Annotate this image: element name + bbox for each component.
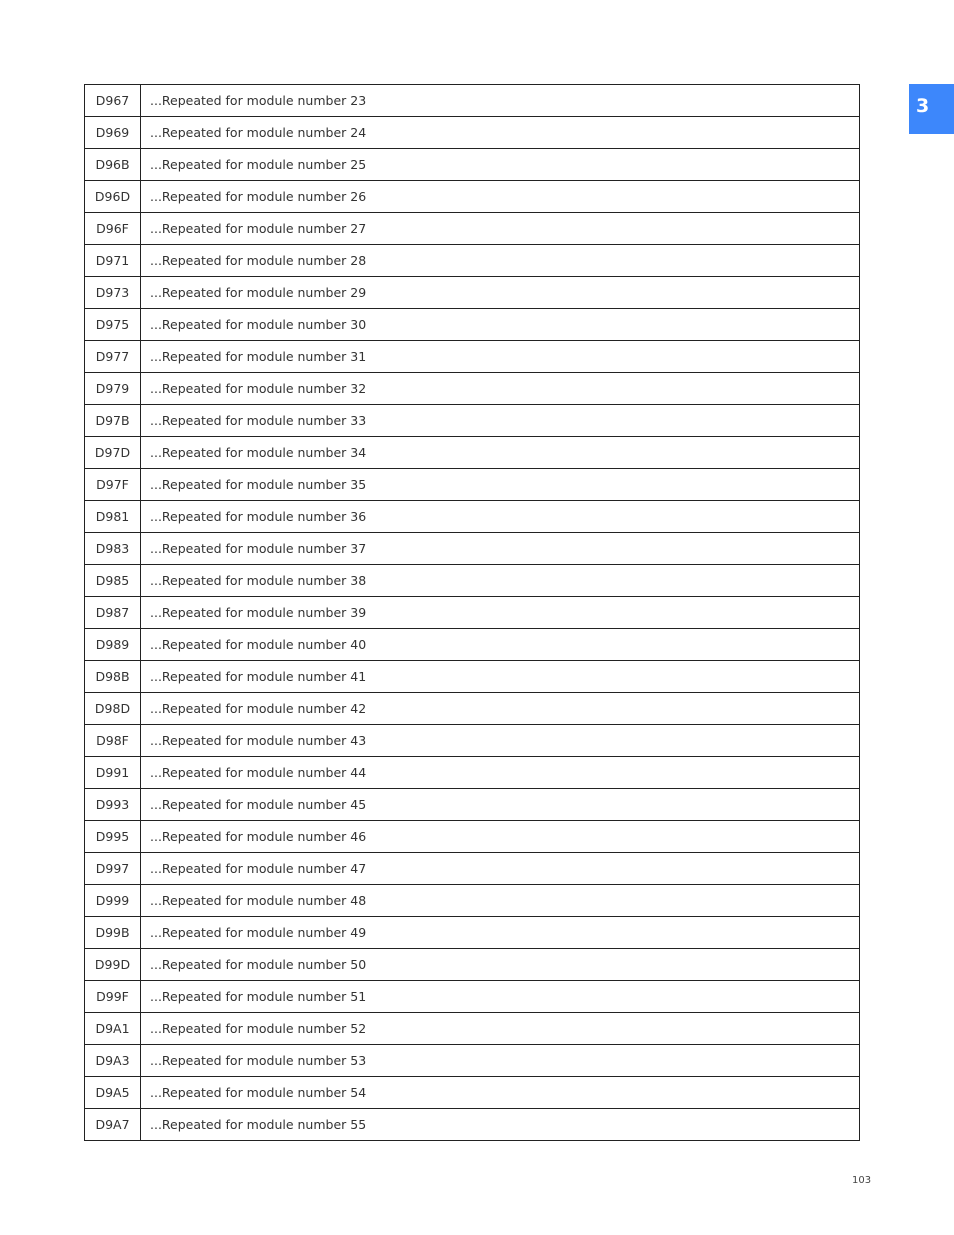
register-description: ...Repeated for module number 41 [141, 661, 860, 693]
table-row [85, 597, 860, 629]
table-row [85, 725, 860, 757]
register-address: D9A5 [85, 1077, 141, 1109]
register-address: D96F [85, 213, 141, 245]
register-address: D997 [85, 853, 141, 885]
register-address: D98D [85, 693, 141, 725]
table-row [85, 757, 860, 789]
register-description: ...Repeated for module number 50 [141, 949, 860, 981]
register-address: D9A3 [85, 1045, 141, 1077]
register-description: ...Repeated for module number 52 [141, 1013, 860, 1045]
table-row [85, 117, 860, 149]
register-description: ...Repeated for module number 39 [141, 597, 860, 629]
register-address: D99F [85, 981, 141, 1013]
register-address: D999 [85, 885, 141, 917]
register-address: D97B [85, 405, 141, 437]
register-address: D975 [85, 309, 141, 341]
register-address: D99B [85, 917, 141, 949]
register-description: ...Repeated for module number 42 [141, 693, 860, 725]
table-row [85, 309, 860, 341]
table-row [85, 149, 860, 181]
register-description: ...Repeated for module number 46 [141, 821, 860, 853]
register-table [84, 84, 860, 1141]
table-row [85, 821, 860, 853]
table-row [85, 1109, 860, 1141]
table-row [85, 629, 860, 661]
register-address: D9A1 [85, 1013, 141, 1045]
register-description: ...Repeated for module number 47 [141, 853, 860, 885]
table-row [85, 661, 860, 693]
table-row [85, 949, 860, 981]
register-description: ...Repeated for module number 36 [141, 501, 860, 533]
table-row [85, 373, 860, 405]
table-row [85, 501, 860, 533]
register-address: D985 [85, 565, 141, 597]
register-address: D993 [85, 789, 141, 821]
table-row [85, 981, 860, 1013]
register-address: D97F [85, 469, 141, 501]
register-address: D98B [85, 661, 141, 693]
register-address: D97D [85, 437, 141, 469]
register-description: ...Repeated for module number 28 [141, 245, 860, 277]
register-address: D995 [85, 821, 141, 853]
register-description: ...Repeated for module number 43 [141, 725, 860, 757]
table-row [85, 469, 860, 501]
register-description: ...Repeated for module number 23 [141, 85, 860, 117]
register-description: ...Repeated for module number 27 [141, 213, 860, 245]
register-address: D96D [85, 181, 141, 213]
register-description: ...Repeated for module number 32 [141, 373, 860, 405]
table-row [85, 853, 860, 885]
register-address: D96B [85, 149, 141, 181]
table-row [85, 565, 860, 597]
register-description: ...Repeated for module number 40 [141, 629, 860, 661]
register-address: D987 [85, 597, 141, 629]
table-row [85, 533, 860, 565]
register-description: ...Repeated for module number 31 [141, 341, 860, 373]
register-description: ...Repeated for module number 24 [141, 117, 860, 149]
register-address: D969 [85, 117, 141, 149]
register-description: ...Repeated for module number 30 [141, 309, 860, 341]
table-row [85, 1013, 860, 1045]
register-description: ...Repeated for module number 48 [141, 885, 860, 917]
register-address: D9A7 [85, 1109, 141, 1141]
register-address: D981 [85, 501, 141, 533]
table-row [85, 917, 860, 949]
table-row [85, 181, 860, 213]
table-row [85, 1077, 860, 1109]
table-row [85, 885, 860, 917]
register-address: D991 [85, 757, 141, 789]
register-address: D98F [85, 725, 141, 757]
register-description: ...Repeated for module number 35 [141, 469, 860, 501]
table-row [85, 85, 860, 117]
table-row [85, 405, 860, 437]
register-table-body [85, 85, 860, 1141]
register-description: ...Repeated for module number 37 [141, 533, 860, 565]
register-address: D99D [85, 949, 141, 981]
page-number: 103 [852, 1175, 872, 1186]
register-description: ...Repeated for module number 38 [141, 565, 860, 597]
table-row [85, 693, 860, 725]
register-description: ...Repeated for module number 33 [141, 405, 860, 437]
register-address: D967 [85, 85, 141, 117]
chapter-number: 3 [916, 95, 930, 117]
register-description: ...Repeated for module number 53 [141, 1045, 860, 1077]
register-address: D971 [85, 245, 141, 277]
register-address: D973 [85, 277, 141, 309]
table-row [85, 789, 860, 821]
register-description: ...Repeated for module number 55 [141, 1109, 860, 1141]
register-description: ...Repeated for module number 34 [141, 437, 860, 469]
register-description: ...Repeated for module number 45 [141, 789, 860, 821]
table-row [85, 437, 860, 469]
register-address: D989 [85, 629, 141, 661]
register-description: ...Repeated for module number 44 [141, 757, 860, 789]
register-address: D983 [85, 533, 141, 565]
table-row [85, 213, 860, 245]
table-row [85, 245, 860, 277]
register-description: ...Repeated for module number 26 [141, 181, 860, 213]
table-row [85, 1045, 860, 1077]
register-description: ...Repeated for module number 54 [141, 1077, 860, 1109]
register-address: D977 [85, 341, 141, 373]
chapter-tab [909, 84, 954, 134]
register-description: ...Repeated for module number 49 [141, 917, 860, 949]
register-description: ...Repeated for module number 51 [141, 981, 860, 1013]
table-row [85, 277, 860, 309]
register-address: D979 [85, 373, 141, 405]
table-row [85, 341, 860, 373]
register-description: ...Repeated for module number 29 [141, 277, 860, 309]
register-description: ...Repeated for module number 25 [141, 149, 860, 181]
